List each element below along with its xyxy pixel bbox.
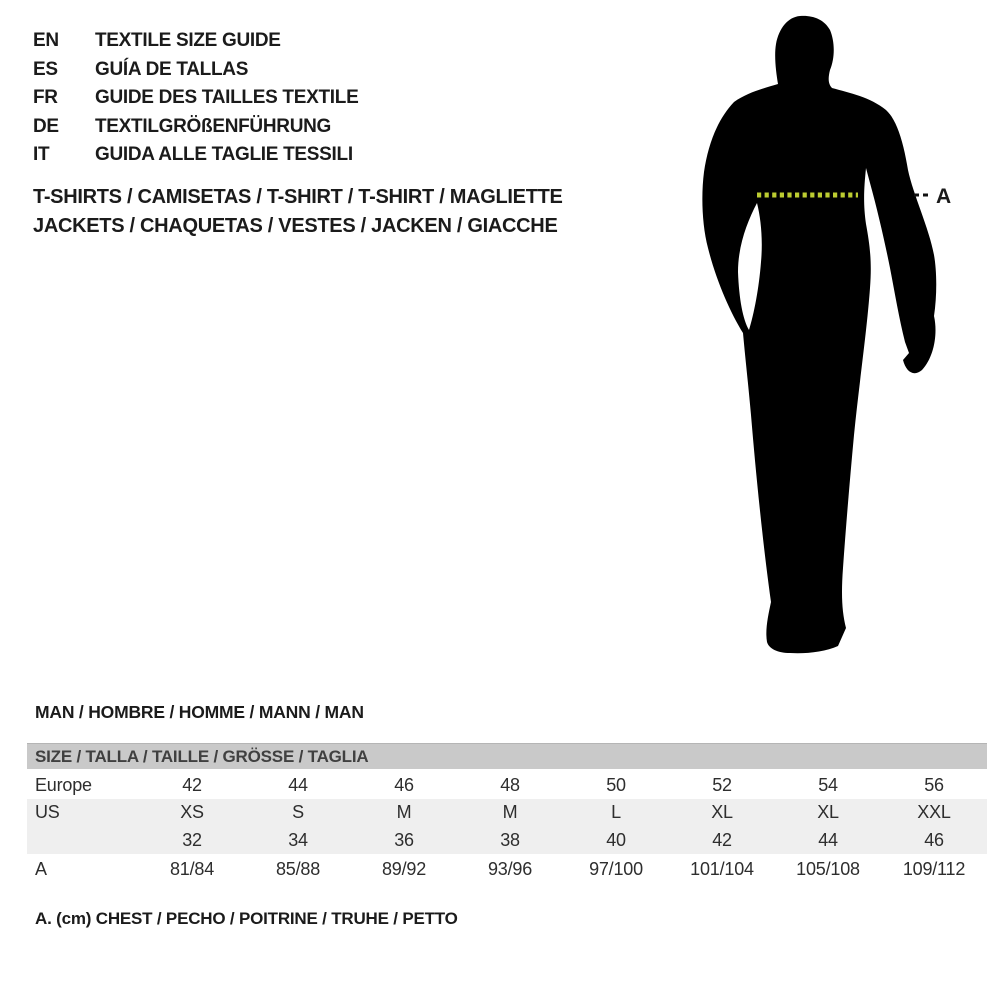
lang-label: TEXTILE SIZE GUIDE — [95, 30, 281, 52]
size-value: M — [502, 802, 518, 822]
size-value: 56 — [924, 774, 944, 795]
size-value: M — [396, 802, 412, 822]
chest-footnote: A. (cm) CHEST / PECHO / POITRINE / TRUHE / PETTO — [35, 909, 458, 928]
size-table-header — [27, 743, 987, 769]
lang-code: DE — [33, 115, 59, 137]
lang-label: GUIDA ALLE TAGLIE TESSILI — [95, 144, 353, 166]
lang-label: TEXTILGRÖßENFÜHRUNG — [95, 115, 332, 137]
lang-label: GUIDE DES TAILLES TEXTILE — [95, 87, 359, 109]
language-title-list — [33, 27, 358, 170]
table-row-us — [27, 799, 987, 826]
size-value: XL — [711, 802, 733, 822]
lang-code: ES — [33, 58, 58, 80]
section-title-man: MAN / HOMBRE / HOMME / MANN / MAN — [35, 702, 364, 722]
size-value: 89/92 — [381, 858, 427, 879]
size-table — [27, 743, 987, 884]
size-value: 38 — [500, 829, 520, 850]
category-line-tshirts: T-SHIRTS / CAMISETAS / T-SHIRT / T-SHIRT / MAGLIETTE — [33, 186, 563, 208]
lang-row-en — [33, 27, 358, 56]
size-value: S — [292, 802, 304, 822]
size-value: 81/84 — [169, 858, 215, 879]
size-value: 85/88 — [275, 858, 321, 879]
size-value: 105/108 — [796, 858, 860, 879]
size-value: 36 — [394, 829, 414, 850]
category-line-jackets: JACKETS / CHAQUETAS / VESTES / JACKEN / GIACCHE — [33, 215, 558, 237]
size-value: 40 — [606, 829, 626, 850]
row-label: A — [35, 858, 47, 879]
size-table-header-label: SIZE / TALLA / TAILLE / GRÖSSE / TAGLIA — [35, 746, 369, 766]
size-value: 42 — [712, 829, 732, 850]
size-value: 32 — [182, 829, 202, 850]
lang-row-fr — [33, 84, 358, 113]
man-silhouette — [702, 16, 936, 653]
size-value: XXL — [917, 802, 951, 822]
size-value: 42 — [182, 774, 202, 795]
size-value: 93/96 — [487, 858, 533, 879]
size-value: 54 — [818, 774, 838, 795]
lang-code: FR — [33, 87, 58, 109]
lang-label: GUÍA DE TALLAS — [95, 58, 249, 80]
garment-categories — [33, 183, 563, 241]
man-silhouette-figure — [690, 0, 970, 670]
table-row-europe — [27, 771, 987, 799]
size-value: 52 — [712, 774, 732, 795]
measure-label-a: A — [936, 185, 952, 208]
lang-row-es — [33, 56, 358, 85]
lang-row-de — [33, 113, 358, 142]
row-label: US — [35, 802, 60, 822]
size-value: L — [611, 802, 621, 822]
lang-code: EN — [33, 30, 59, 52]
table-row-chest-cm — [27, 854, 987, 884]
size-value: XS — [180, 802, 204, 822]
size-value: 50 — [606, 774, 626, 795]
size-value: XL — [817, 802, 839, 822]
size-value: 46 — [924, 829, 944, 850]
size-value: 48 — [500, 774, 520, 795]
size-value: 46 — [394, 774, 414, 795]
lang-code: IT — [33, 144, 50, 166]
table-row-numeric — [27, 826, 987, 854]
lang-row-it — [33, 141, 358, 170]
size-value: 97/100 — [589, 858, 643, 879]
size-value: 44 — [288, 774, 308, 795]
size-value: 109/112 — [902, 858, 966, 879]
row-label: Europe — [35, 774, 92, 795]
size-value: 44 — [818, 829, 838, 850]
size-value: 34 — [288, 829, 308, 850]
size-value: 101/104 — [690, 858, 754, 879]
